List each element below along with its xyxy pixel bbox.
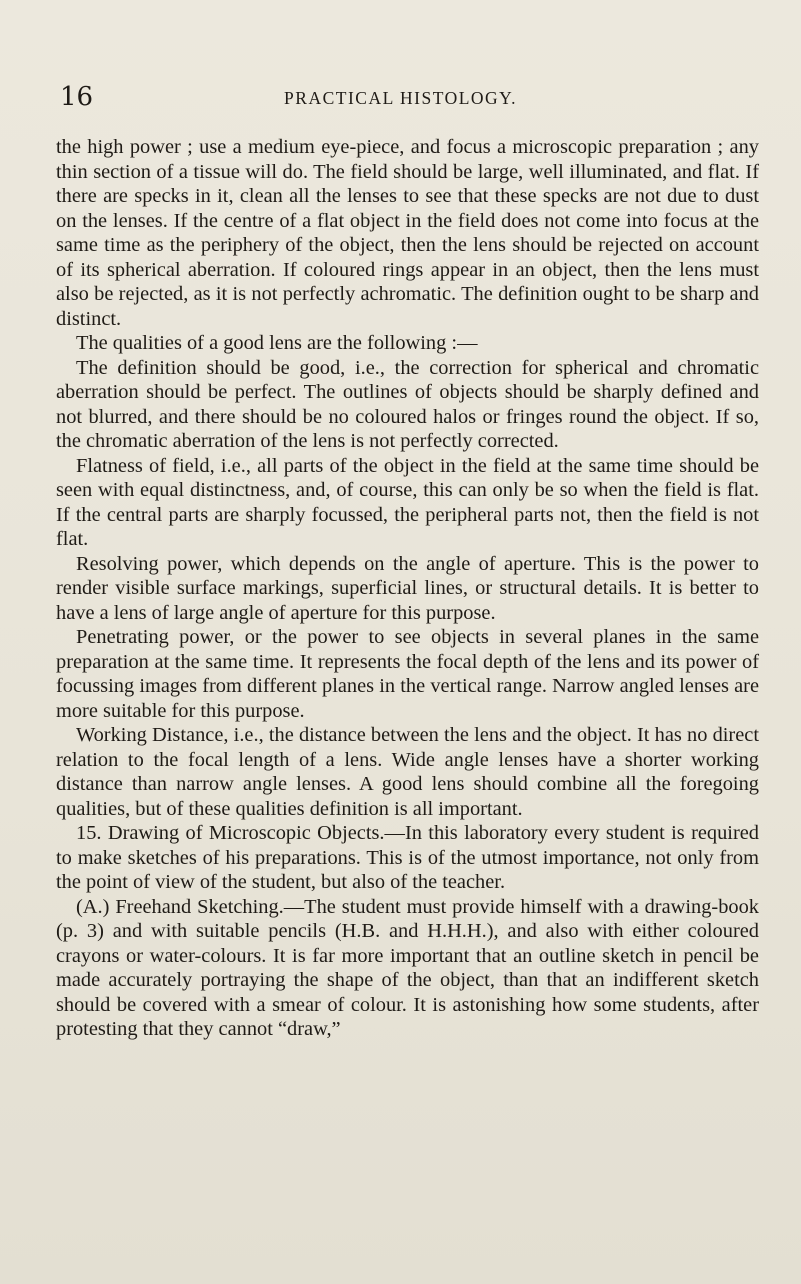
paragraph-lead: Flatness of field, [76,454,215,477]
paragraph-text: which depends on the angle of aperture. This is the power to render visible surface markings, superficial lines, or structural details. It is better to have a lens of large angle of aperture for this purpose. [56,552,759,624]
paragraph-drawing [56,821,759,895]
paragraph-resolving [56,552,759,626]
paragraph-lead: Resolving power, [76,552,223,575]
paragraph-lead: Penetrating power, [76,626,235,648]
paragraph-lead: Working Distance, [76,724,229,746]
paragraph-freehand [56,895,759,1042]
paragraph-lead: The definition [76,356,197,379]
paragraph-text: The qualities of a good lens are the following :— [76,332,478,354]
paragraph-intro [56,135,759,331]
paragraph-flatness [56,454,759,552]
paragraph-qualities [56,331,759,356]
paragraph-penetrating [56,625,759,723]
paragraph-text: or the power to see objects in several planes in the same preparation at the same time. It represents the focal depth of the lens and its power of focussing images from different planes in the vertical range. Narrow angled lenses are more suitable for this purpose. [56,626,759,722]
paragraph-text: —In this laboratory every student is required to make sketches of his preparations. This is of the utmost importance, not only from the point of view of the student, but also of the teacher. [56,822,759,893]
paragraph-lead: 15. Drawing of Microscopic Objects. [76,822,385,844]
running-title: PRACTICAL HISTOLOGY. [284,88,517,108]
paragraph-text: the high power ; use a medium eye-piece, and focus a microscopic preparation ; any thin section of a tissue will do. The field should be large, well illuminated, and flat. If there are specks in it, clean all the lenses to see that these specks are not due to dust on the lenses. If the centre of a flat object in the field does not come into focus at the same time as the periphery of the object, then the lens should be rejected on account of its spherical aberration. If coloured rings appear in an object, then the lens must also be rejected, as it is not perfectly achromatic. The definition ought to be sharp and distinct. [56,136,759,330]
paragraph-definition [56,356,759,454]
paragraph-text: should be good, i.e., the correction for spherical and chromatic aberration should be perfect. The outlines of objects should be sharply defined and not blurred, and there should be no coloured halos or fringes round the object. If so, the chromatic aberration of the lens is not perfectly corrected. [56,356,759,452]
page-number: 16 [60,82,94,112]
paragraph-text: i.e., the distance between the lens and the object. It has no direct relation to the focal length of a lens. Wide angle lenses have a shorter working distance than narrow angle lenses. A good lens should combine all the foregoing qualities, but of these qualities definition is all important. [56,724,759,820]
paragraph-text: i.e., all parts of the object in the field at the same time should be seen with equal distinctness, and, of course, this can only be so when the field is flat. If the central parts are sharply focussed, the peripheral parts not, then the field is not flat. [56,454,759,550]
body-text [56,135,759,1042]
paragraph-lead: (A.) Freehand Sketching. [76,895,284,918]
paragraph-text: —The student must provide himself with a drawing-book (p. 3) and with suitable pencils (H.B. and H.H.H.), and also with either coloured crayons or water-colours. It is far more important that an outline sketch in pencil be made accurately portraying the shape of the object, than that an indifferent sketch should be covered with a smear of colour. It is astonishing how some students, after protesting that they cannot “draw,” [56,895,759,1040]
paragraph-working-distance [56,723,759,821]
